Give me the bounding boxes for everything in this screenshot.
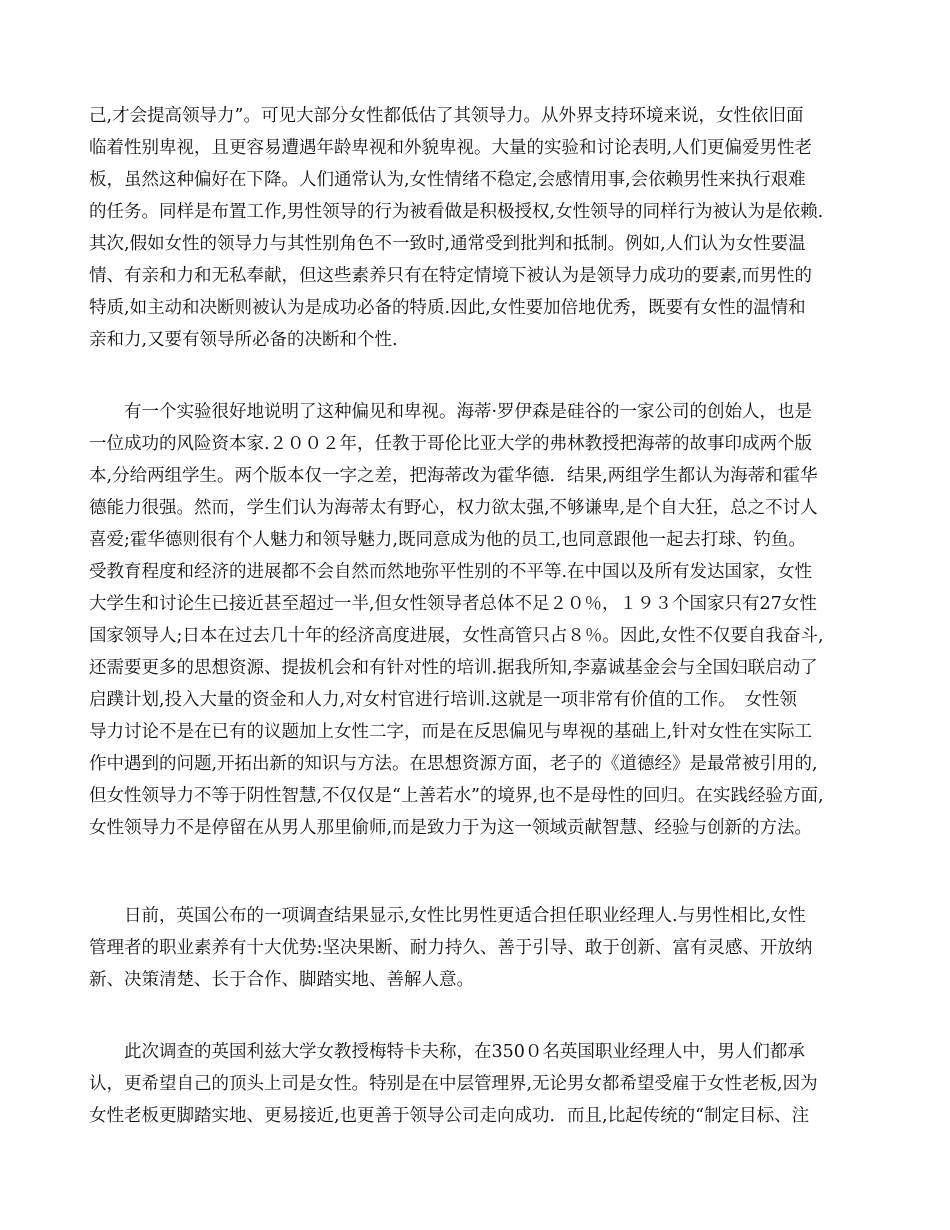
text-line: 作中遇到的问题,开拓出新的知识与方法。在思想资源方面，老子的《道德经》是最常被引用的, [89, 754, 818, 774]
text-line: 国家领导人;日本在过去几十年的经济高度进展，女性高管只占８％。因此,女性不仅要自我奋斗, [89, 626, 824, 646]
text-line: 启蹼计划,投入大量的资金和人力,对女村官进行培训.这就是一项非常有价值的工作。 女性领 [89, 690, 797, 710]
text-line: 女性领导力不是停留在从男人那里偷师,而是致力于为这一领域贡献智慧、经验与创新的方法。 [89, 818, 813, 838]
text-line: 的任务。同样是布置工作,男性领导的行为被看做是积极授权,女性领导的同样行为被认为是依赖. [89, 202, 824, 222]
text-line: 一位成功的风险资本家.２００２年，任教于哥伦比亚大学的弗林教授把海蒂的故事印成两个版 [89, 434, 813, 454]
text-line: 管理者的职业素养有十大优势:坚决果断、耐力持久、善于引导、敢于创新、富有灵感、开放纳 [89, 938, 813, 958]
text-line: 本,分给两组学生。两个版本仅一字之差，把海蒂改为霍华德．结果,两组学生都认为海蒂和霍华 [89, 466, 818, 486]
paragraph-2 [89, 396, 869, 844]
text-line: 此次调查的英国利兹大学女教授梅特卡夫称，在350０名英国职业经理人中，男人们都承 [89, 1042, 805, 1062]
text-line: 认，更希望自己的顶头上司是女性。特别是在中层管理界,无论男女都希望受雇于女性老板,因为 [89, 1074, 818, 1094]
text-line: 导力讨论不是在已有的议题加上女性二字，而是在反思偏见与卑视的基础上,针对女性在实际工 [89, 722, 813, 742]
text-line: 临着性别卑视，且更容易遭遇年龄卑视和外貌卑视。大量的实验和讨论表明,人们更偏爱男性老 [89, 138, 813, 158]
text-line: 还需要更多的思想资源、提拔机会和有针对性的培训.据我所知,李嘉诚基金会与全国妇联启动了 [89, 658, 818, 678]
text-line: 有一个实验很好地说明了这种偏见和卑视。海蒂·罗伊森是硅谷的一家公司的创始人，也是 [89, 402, 813, 422]
text-line: 己,才会提高领导力”。可见大部分女性都低估了其领导力。从外界支持环境来说，女性依旧面 [89, 106, 804, 126]
text-line: 女性老板更脚踏实地、更易接近,也更善于领导公司走向成功．而且,比起传统的“制定目标、注 [89, 1106, 810, 1126]
text-line: 德能力很强。然而，学生们认为海蒂太有野心，权力欲太强,不够谦卑,是个自大狂，总之不讨人 [89, 498, 818, 518]
paragraph-3 [89, 900, 869, 996]
text-line: 特质,如主动和决断则被认为是成功必备的特质.因此,女性要加倍地优秀，既要有女性的温情和 [89, 298, 806, 318]
paragraph-1 [89, 100, 869, 356]
paragraph-4 [89, 1036, 869, 1132]
text-line: 受教育程度和经济的进展都不会自然而然地弥平性别的不平等.在中国以及所有发达国家，女性 [89, 562, 813, 582]
text-line: 日前，英国公布的一项调查结果显示,女性比男性更适合担任职业经理人.与男性相比,女性 [89, 906, 806, 926]
text-line: 板，虽然这种偏好在下降。人们通常认为,女性情绪不稳定,会感情用事,会依赖男性来执行艰难 [89, 170, 806, 190]
text-line: 喜爱;霍华德则很有个人魅力和领导魅力,既同意成为他的员工,也同意跟他一起去打球、钓鱼。 [89, 530, 807, 550]
text-line: 其次,假如女性的领导力与其性别角色不一致时,通常受到批判和抵制。例如,人们认为女性要温 [89, 234, 806, 254]
text-line: 亲和力,又要有领导所必备的决断和个性. [89, 330, 398, 350]
text-line: 情、有亲和力和无私奉献，但这些素养只有在特定情境下被认为是领导力成功的要素,而男性的 [89, 266, 813, 286]
text-line: 但女性领导力不等于阴性智慧,不仅仅是“上善若水”的境界,也不是母性的回归。在实践经验方面, [89, 786, 824, 806]
text-line: 大学生和讨论生已接近甚至超过一半,但女性领导者总体不足２０％，１９３个国家只有27女性 [89, 594, 817, 614]
text-line: 新、决策清楚、长于合作、脚踏实地、善解人意。 [89, 970, 474, 990]
